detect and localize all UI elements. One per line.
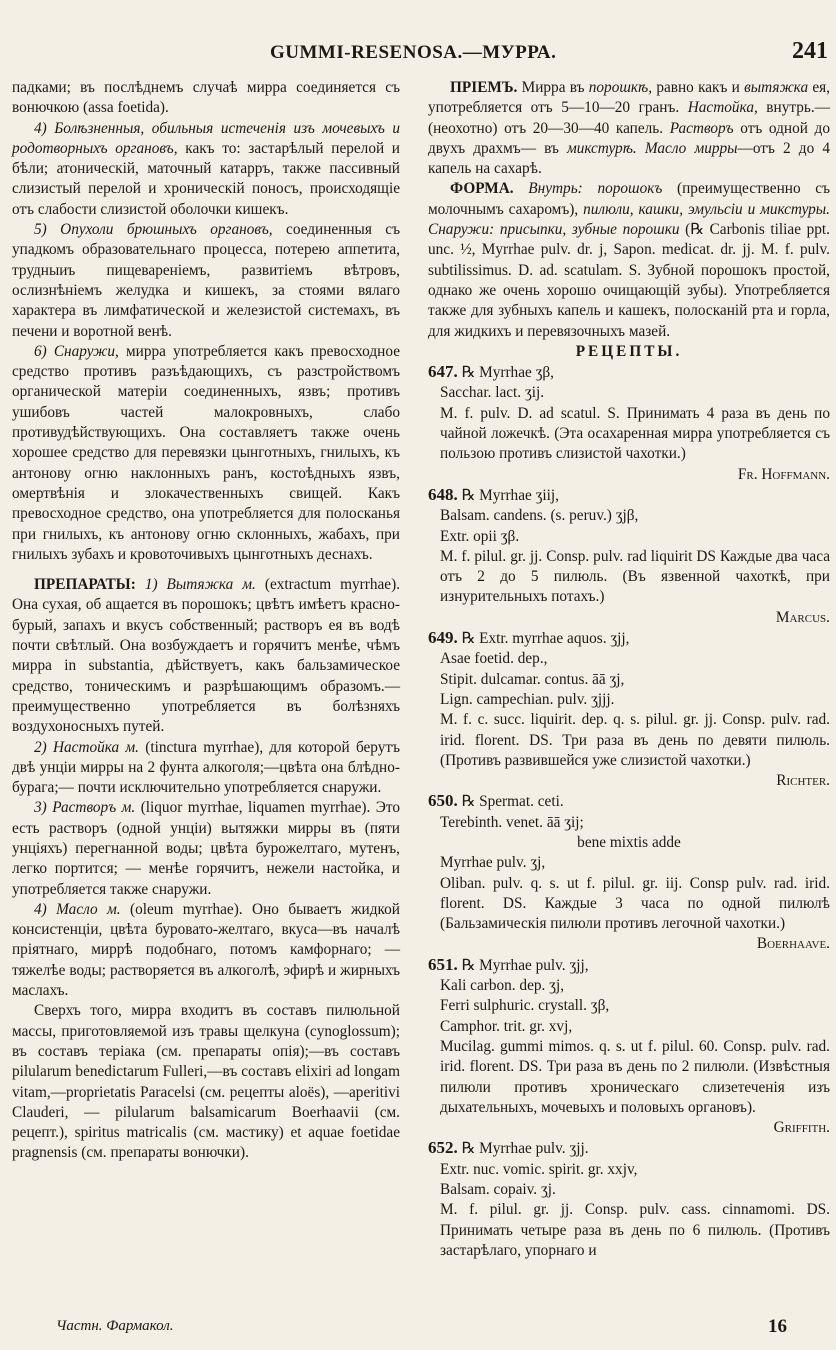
text-run: вытяжка	[744, 79, 809, 96]
text-run: —отъ 2 до 4 капель на сахарѣ.	[428, 139, 830, 178]
recipe-line: ℞ Extr. myrrhae aquos. ʒjj,	[461, 630, 630, 648]
recipe-number: 650.	[428, 791, 458, 811]
recipe-line: Sacchar. lact. ʒij.	[440, 384, 545, 402]
page-number: 241	[792, 38, 828, 64]
section-heading: 1) Вытяжка м.	[144, 576, 256, 594]
section-heading: 2) Настойка м.	[34, 738, 140, 756]
left-column	[12, 78, 400, 1164]
footer-sheet-number: 16	[768, 1316, 787, 1337]
recipe-author: Fr. Hoffmann.	[737, 465, 830, 483]
text-run: Мирра въ	[521, 79, 589, 96]
recipe-line: Mucilag. gummi mimos. q. s. ut f. pilul. 60. Consp. pulv. rad. irid. florent. DS. Три раза въ день по 2 пилюли. (Извѣстныя пилюли противъ хроническаго слизетеченія изъ дыхательныхъ, мочевыхъ и половыхъ органовъ).	[440, 1037, 830, 1116]
recipe-number: 651.	[428, 954, 458, 974]
recipe-line: Extr. nuc. vomic. spirit. gr. xxjv,	[440, 1160, 638, 1178]
paragraph	[12, 119, 400, 220]
recipe-line: ℞ Myrrhae ʒiij,	[461, 486, 559, 504]
recipe-line: ℞ Myrrhae pulv. ʒjj,	[461, 956, 589, 974]
recipe-line: Kali carbon. dep. ʒj,	[440, 977, 565, 995]
recipe-line: Stipit. dulcamar. contus. āā ʒj,	[440, 670, 625, 688]
recipe-651	[428, 955, 830, 1139]
form-paragraph	[428, 179, 830, 341]
text-run: микстурѣ.	[567, 139, 637, 157]
recipe-line: Asae foetid. dep.,	[440, 650, 548, 668]
recipe-number: 648.	[428, 484, 458, 504]
paragraph-text: (liquor myrrhae, liquamen myrrhae). Это есть растворъ (одной унціи) вытяжки мирры въ (пяти унціяхъ) перегнанной воды; цвѣта бурожелтаго, мутенъ, легко портится; — менѣе горячитъ, нежели настойка, и употребляется также снаружи.	[12, 799, 401, 898]
recipe-author: Boerhaave.	[756, 935, 830, 953]
dosage-label: ПРІЕМЪ.	[450, 79, 518, 96]
paragraph-text: (oleum myrrhae). Оно бываетъ жидкой консистенціи, цвѣта буровато-желтаго, вкуса—въ началѣ пріятнаго, миррѣ подобнаго, потомъ камфорнаго; — тяжелѣе воды; растворяется въ алкоголѣ, эфирѣ и жирныхъ маслахъ.	[12, 900, 400, 1000]
paragraph-text: какъ то: застарѣлый перелой и бѣли; атоническій, маточный катарръ, также пассивный слизистый перелой и хроническій поносъ, происходящіе отъ слабости слизистой оболочки кишекъ.	[12, 139, 400, 218]
recipe-line: Balsam. copaiv. ʒj.	[440, 1181, 556, 1199]
section-heading: 3) Растворъ м.	[34, 799, 136, 817]
section-heading: 4) Масло м.	[34, 900, 121, 918]
recipe-author: Richter.	[776, 772, 830, 790]
recipe-line: Extr. opii ʒβ.	[440, 527, 520, 545]
recipe-line: Lign. campechian. pulv. ʒjjj.	[440, 690, 615, 708]
recipe-648	[428, 485, 830, 628]
running-title: GUMMI-RESENOSA.—МУРРА.	[270, 42, 557, 63]
recipe-line: ℞ Myrrhae pulv. ʒjj.	[461, 1140, 589, 1158]
form-label: ФОРМА.	[450, 180, 514, 198]
recipe-line: Myrrhae pulv. ʒj,	[440, 854, 546, 872]
recipe-line: bene mixtis adde	[577, 833, 681, 851]
paragraph-text: (tinctura myrrhae), для которой берутъ двѣ унціи мирры на 2 фунта алкоголя;—цвѣта она блѣдно-бурага;— почти исключительно употребляется снаружи.	[12, 738, 400, 797]
recipes-heading: РЕЦЕПТЫ.	[575, 342, 683, 360]
recipe-647	[428, 362, 830, 485]
dosage-paragraph	[428, 78, 830, 179]
text-run: (℞ Carbonis tiliae ppt. unc. ½, Myrrhae pulv. dr. j, Sapon. medicat. dr. jj. M. f. pulv. subtilissimus. D. ad. scatulam. S. Зубной порошокъ простой, однако же очень хорошо очищающій зубы). Употребляется также для зубныхъ капель и кашекъ, полосканій рта и горла, для жидкихъ и перевязочныхъ мазей.	[428, 221, 830, 340]
section-heading: 6) Снаружи,	[34, 342, 119, 360]
preparations-label: ПРЕПАРАТЫ:	[34, 576, 136, 594]
text-run: ея, употребляется отъ 5—10—20 гранъ.	[428, 79, 830, 117]
recipe-line: M. f. pilul. gr. jj. Consp. pulv. rad liquirit DS Каждые два часа отъ 2 до 5 пилюль. (Въ язвенной чахоткѣ, при изнурительныхъ потахъ.)	[440, 547, 830, 606]
footer-signature-mark: Частн. Фармакол.	[56, 1318, 174, 1334]
paragraph	[12, 900, 400, 1001]
recipe-649	[428, 628, 830, 791]
recipe-number: 652.	[428, 1138, 458, 1158]
recipe-line: Terebinth. venet. āā ʒij;	[440, 813, 584, 831]
text-run: Масло мирры	[636, 139, 738, 157]
recipe-line: ℞ Myrrhae ʒβ,	[461, 364, 555, 382]
paragraph-text: соединенныя съ упадкомъ образовательнаго процесса, потерею аппетита, трудныиъ пищевареніемъ, развитіемъ вѣтровъ, ослизнѣніемъ желудка и кишекъ, за стоями вялаго характера въ лимфатической и железистой системахъ, въ печени и воротной венѣ.	[12, 221, 400, 340]
recipe-line: Oliban. pulv. q. s. ut f. pilul. gr. iij. Consp pulv. rad. irid. florent. DS. Каждые 3 часа по одной пилюлѣ (Бальзамическія пилюли противъ легочной чахотки.)	[440, 874, 830, 933]
text-run: отъ одной до двухъ драхмъ— въ	[428, 119, 830, 157]
paragraph-text: мирра употребляется какъ превосходное средство противъ разъѣдающихъ, съ разстройствомъ органической матеріи соединенныхъ, язвъ; противъ ушибовъ частей малокровныхъ, слабо противудѣйствующихъ. Она составляетъ также очень хорошее средство для перевязки цынготныхъ, гнилыхъ, къ антонову огню наклонныхъ ранъ, костоѣдныхъ язвъ, омертвѣнія и злокачественныхъ свищей. Какъ превосходное средство, она употребляется для полосканья при гнилыхъ, къ антонову огню склонныхъ, жабахъ, при гнилыхъ зубахъ и кровоточивыхъ цынготныхъ деснахъ.	[12, 342, 400, 563]
paragraph	[12, 342, 400, 565]
paragraph	[12, 575, 400, 737]
recipe-author: Griffith.	[773, 1119, 830, 1137]
text-run: внутрь.—(неохотно) отъ 20—30—40 капель.	[428, 99, 830, 137]
paragraph: Сверхъ того, мирра входитъ въ составъ пилюльной массы, приготовляемой изъ травы щелкуна (cynoglossum); въ составъ теріака (см. препараты опія);—въ составъ pilularum benedictarum Fulleri,—въ составъ elixiri ad longam vitam,—proprietatis Paracelsi (см. рецепты aloës), —aperitivi Clauderi, — pilularum balsamicarum Boerhaavii (см. рецепт.), spiritus matricalis (см. мастику) et aquae foetidae pragnensis (см. препараты вонючки).	[12, 1002, 400, 1162]
recipe-line: M. f. c. succ. liquirit. dep. q. s. pilul. gr. jj. Consp. pulv. rad. irid. florent. DS. Три раза въ день по девяти пилюль. (Противъ развившейся уже слизистой чахотки.)	[440, 711, 830, 769]
right-column	[428, 78, 830, 1261]
recipe-line: ℞ Spermat. ceti.	[461, 793, 564, 811]
text-run: равно какъ и	[652, 79, 745, 96]
recipe-number: 649.	[428, 628, 458, 648]
text-run: Растворъ	[669, 119, 734, 137]
text-run: (преимущественно съ молочнымъ сахаромъ),	[428, 180, 830, 218]
text-run: порошкѣ,	[588, 79, 653, 96]
paragraph: падками; въ послѣднемъ случаѣ мирра соединяется съ вонючкою (assa foetida).	[12, 79, 400, 117]
recipe-line: Camphor. trit. gr. xvj,	[440, 1017, 573, 1035]
text-run: Настойка,	[687, 99, 758, 117]
text-run: Внутрь: порошокъ	[528, 180, 663, 198]
paragraph-text: (extractum myrrhae). Она сухая, об ащается въ порошокъ; цвѣтъ имѣетъ красно-бурый, запахъ и вкусъ собственный; растворъ ея въ водѣ почти свѣтлый. Она возбуждаетъ и горячитъ менѣе, чѣмъ мирра in substantia, дѣйствуетъ, какъ бальзамическое средство, тоническимъ и разрѣшающимъ образомъ.— преимущественно употребляется въ болѣзняхъ воздухоносныхъ путей.	[12, 576, 401, 736]
page-header	[0, 38, 836, 70]
recipe-line: Balsam. candens. (s. peruv.) ʒjβ,	[440, 507, 639, 525]
recipe-number: 647.	[428, 362, 458, 382]
recipe-line: Ferri sulphuric. crystall. ʒβ,	[440, 997, 610, 1015]
section-heading: 5) Опухоли брюшныхъ органовъ,	[34, 221, 273, 239]
text-run: пилюли, кашки, эмульсіи и микстуры. Снаружи: присыпки, зубные порошки	[428, 200, 830, 239]
recipe-652	[428, 1138, 830, 1261]
section-heading: 4) Болѣзненныя, обильныя истеченія изъ мочевыхъ и родотворныхъ органовъ,	[12, 119, 400, 157]
paragraph	[12, 798, 400, 899]
recipe-author: Marcus.	[775, 608, 830, 626]
recipe-line: M. f. pulv. D. ad scatul. S. Принимать 4 раза въ день по чайной ложечкѣ. (Эта осахаренная мирра употребляется съ пользою противъ слизистой чахотки.)	[440, 404, 830, 463]
recipe-650	[428, 791, 830, 954]
paragraph	[12, 738, 400, 799]
recipe-line: M. f. pilul. gr. jj. Consp. pulv. cass. cinnamomi. DS. Принимать четыре раза въ день по 6 пилюль. (Противъ застарѣлаго, упорнаго и	[440, 1201, 830, 1259]
paragraph	[12, 220, 400, 342]
